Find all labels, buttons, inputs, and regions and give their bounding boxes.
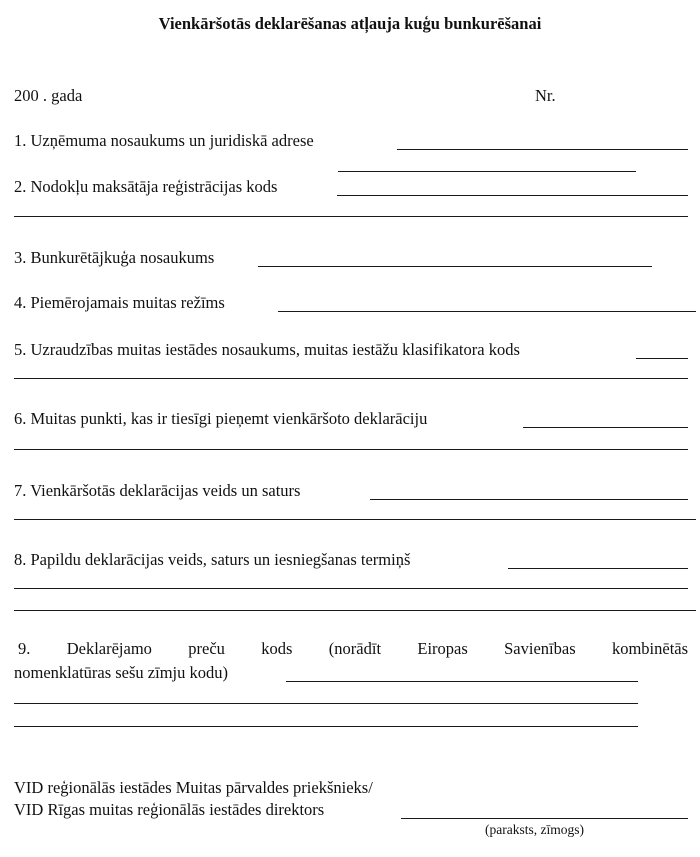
item-7-line[interactable] bbox=[370, 499, 688, 500]
item-6-line[interactable] bbox=[523, 427, 688, 428]
item-7-label: 7. Vienkāršotās deklarācijas veids un saturs bbox=[14, 481, 301, 500]
item-3-label: 3. Bunkurētājkuģa nosaukums bbox=[14, 248, 215, 267]
item-9-word: (norādīt bbox=[328, 639, 382, 658]
item-9-label-line-2: nomenklatūras sešu zīmju kodu) bbox=[14, 663, 229, 682]
item-8-line-3[interactable] bbox=[14, 610, 696, 611]
item-2-line[interactable] bbox=[337, 195, 688, 196]
item-8-label: 8. Papildu deklarācijas veids, saturs un iesniegšanas termiņš bbox=[14, 550, 411, 569]
item-9-line[interactable] bbox=[286, 681, 638, 682]
item-3-line[interactable] bbox=[258, 266, 652, 267]
item-1-line-2[interactable] bbox=[338, 171, 636, 172]
item-8-line-2[interactable] bbox=[14, 588, 688, 589]
date-line: 200 . gada bbox=[14, 86, 83, 105]
item-4-line[interactable] bbox=[278, 311, 696, 312]
signer-line-1: VID reģionālās iestādes Muitas pārvaldes priekšnieks/ bbox=[14, 778, 373, 797]
item-9-word: Eiropas bbox=[417, 639, 468, 658]
item-9-line-3[interactable] bbox=[14, 726, 638, 727]
item-4-label: 4. Piemērojamais muitas režīms bbox=[14, 293, 225, 312]
item-2-line-2[interactable] bbox=[14, 216, 688, 217]
item-1-line[interactable] bbox=[397, 149, 688, 150]
item-9-word: Savienības bbox=[504, 639, 576, 658]
signer-line-2: VID Rīgas muitas reģionālās iestādes direktors bbox=[14, 800, 325, 819]
item-9-line-2[interactable] bbox=[14, 703, 638, 704]
item-5-label: 5. Uzraudzības muitas iestādes nosaukums, muitas iestāžu klasifikatora kods bbox=[14, 340, 520, 359]
item-9-label-line-1 bbox=[18, 639, 688, 659]
item-8-line[interactable] bbox=[508, 568, 688, 569]
item-5-line[interactable] bbox=[636, 358, 688, 359]
signature-caption: (paraksts, zīmogs) bbox=[485, 822, 584, 837]
item-9-word: kods bbox=[261, 639, 293, 658]
item-2-label: 2. Nodokļu maksātāja reģistrācijas kods bbox=[14, 177, 278, 196]
document-title: Vienkāršotās deklarēšanas atļauja kuģu bunkurēšanai bbox=[158, 14, 542, 33]
item-7-line-2[interactable] bbox=[14, 519, 696, 520]
number-label: Nr. bbox=[535, 86, 556, 105]
item-1-label: 1. Uzņēmuma nosaukums un juridiskā adrese bbox=[14, 131, 314, 150]
item-9-word: 9. bbox=[18, 639, 31, 658]
item-9-word: preču bbox=[188, 639, 225, 658]
item-6-label: 6. Muitas punkti, kas ir tiesīgi pieņemt vienkāršoto deklarāciju bbox=[14, 409, 428, 428]
signature-line[interactable] bbox=[401, 818, 688, 819]
item-6-line-2[interactable] bbox=[14, 449, 688, 450]
item-5-line-2[interactable] bbox=[14, 378, 688, 379]
item-9-word: kombinētās bbox=[611, 639, 689, 658]
item-9-word: Deklarējamo bbox=[66, 639, 152, 658]
